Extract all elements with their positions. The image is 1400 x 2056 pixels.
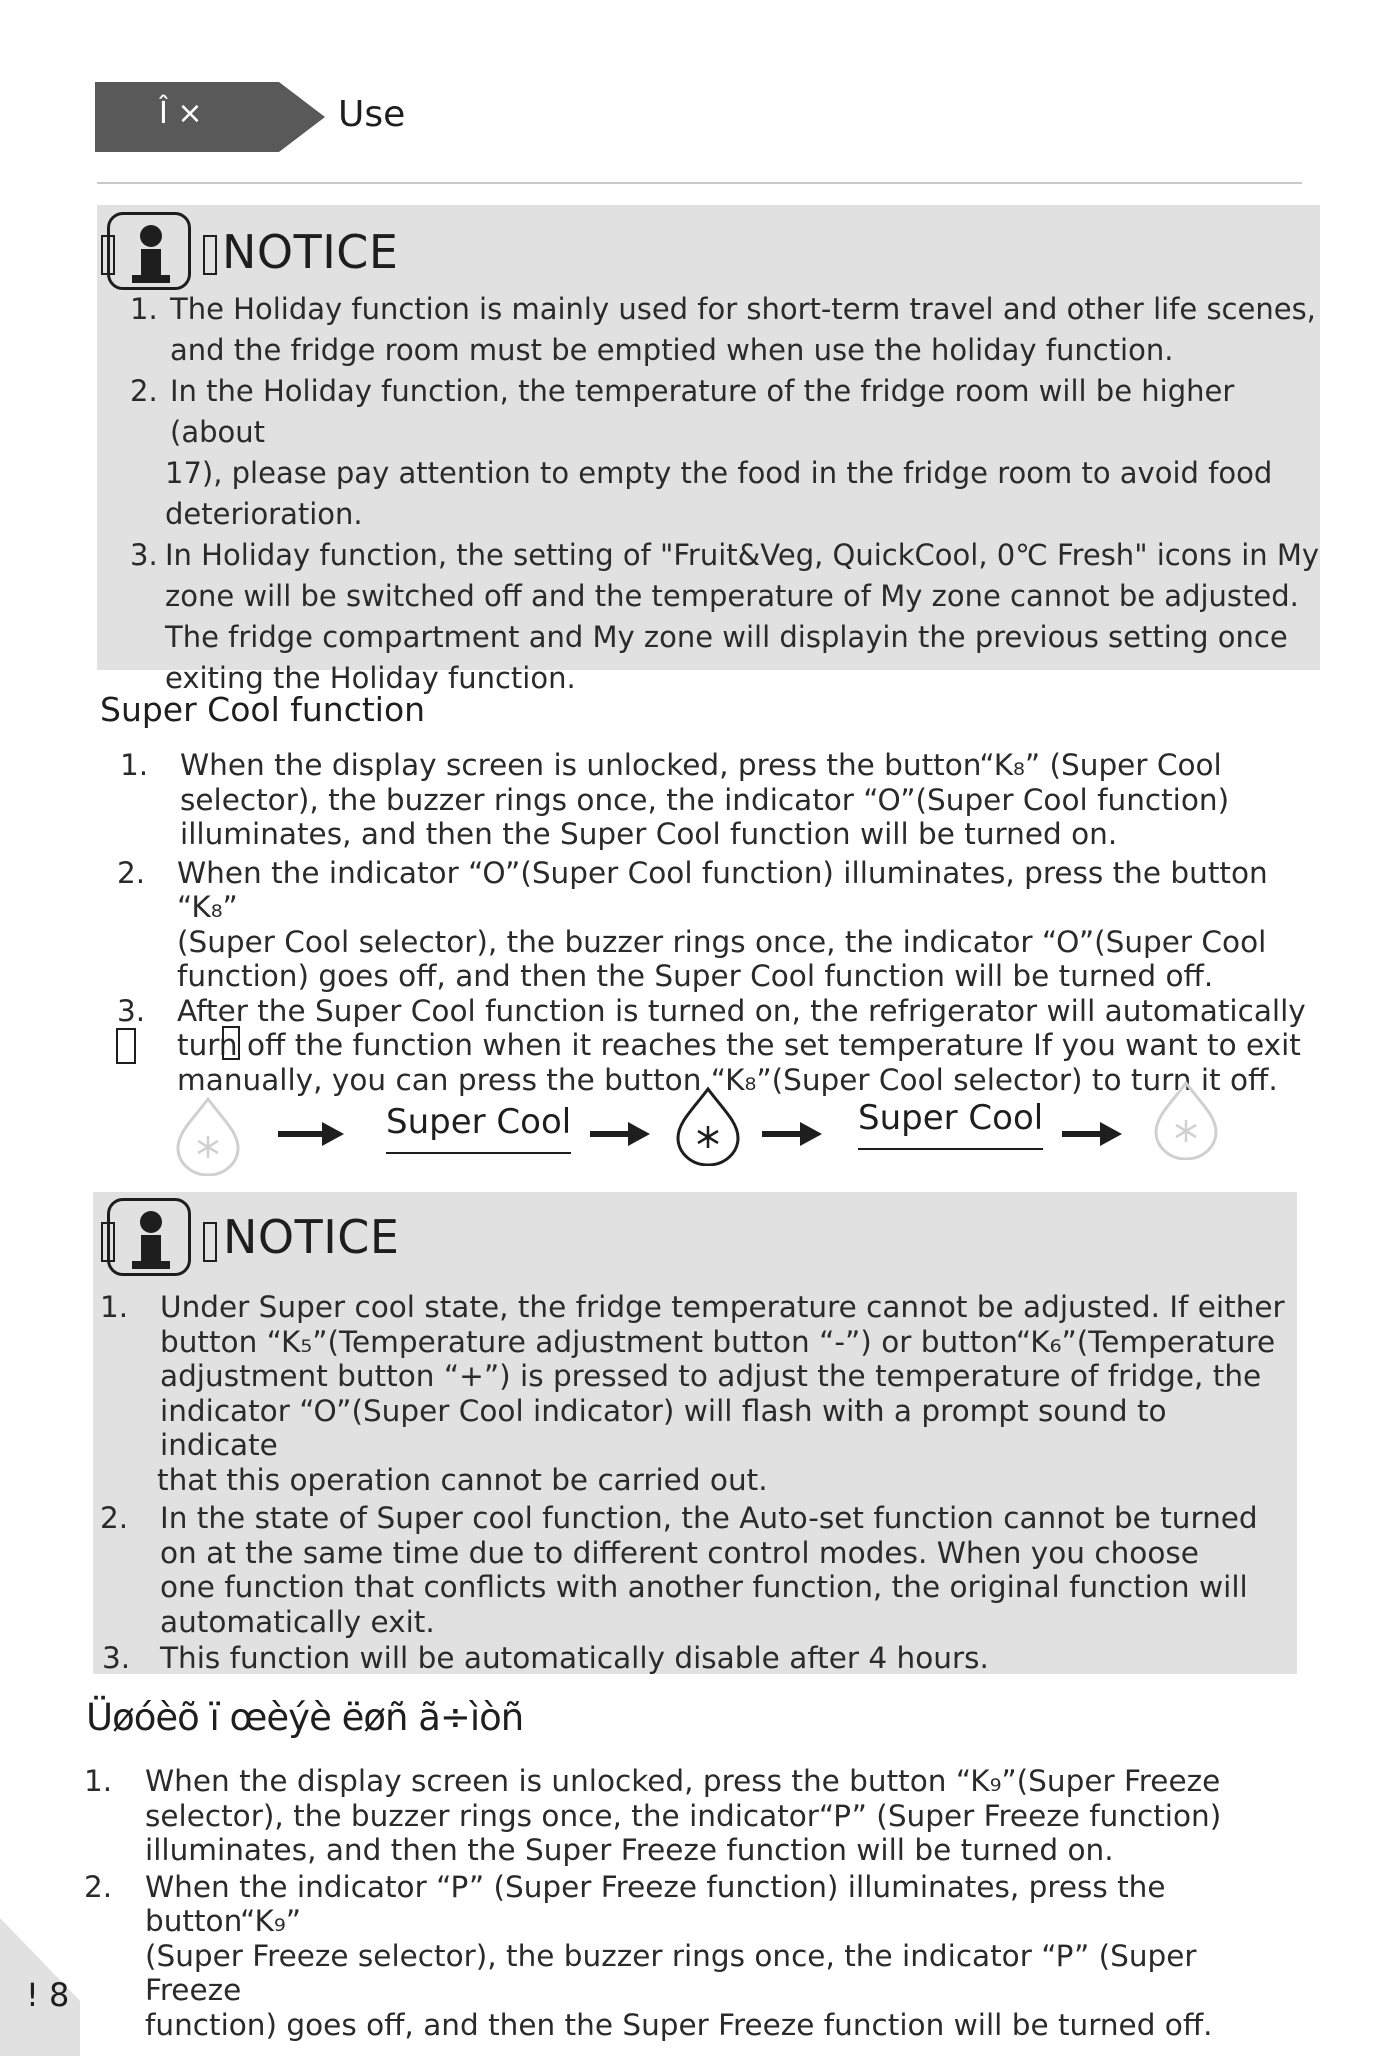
snowflake-drop-off-icon xyxy=(174,1096,242,1176)
list-item: 1. When the display screen is unlocked, press the button“K₈” (Super Cool selector), the buzzer rings once, the indicator “O”(Super Cool function) illuminates, and then the Super Cool function will be turned on. xyxy=(120,748,1230,851)
chapter-tab-shape xyxy=(95,82,325,152)
flow-label-super-cool: Super Cool xyxy=(386,1102,571,1154)
section-title-super-freeze: Üøóèõ ï œèýè ëøñ ã÷ìòñ xyxy=(86,1696,524,1739)
notice-list xyxy=(130,289,1320,699)
placeholder-glyph xyxy=(222,1026,240,1060)
list-item: 1. The Holiday function is mainly used for short-term travel and other life scenes, and the fridge room must be emptied when use the holiday function. xyxy=(130,292,1316,367)
list-item: 3. After the Super Cool function is turned on, the refrigerator will automatically turn off the function when it reaches the set temperature If you want to exit manually, you can press the button “K₈”(Super Cool selector) to turn it off. xyxy=(117,993,1306,1097)
page-title: Use xyxy=(338,94,406,135)
list-item: 2. When the indicator “O”(Super Cool function) illuminates, press the button “K₈” (Super Cool selector), the buzzer rings once, the indicator “O”(Super Cool function) goes off, and then the Super Cool function will be turned off. xyxy=(117,855,1268,993)
snowflake-drop-off-icon xyxy=(1152,1080,1220,1160)
list-item: 1. When the display screen is unlocked, press the button “K₉”(Super Freeze selector), the buzzer rings once, the indicator“P” (Super Freeze function) illuminates, and then the Super Freeze function will be turned on. xyxy=(84,1764,1222,1867)
page-number: ! 8 xyxy=(26,1976,70,2014)
flow-arrow xyxy=(590,1131,644,1137)
list-item: 3. This function will be automatically disable after 4 hours. xyxy=(102,1641,989,1675)
notice-list xyxy=(100,1290,1290,1676)
notice-bracket-right xyxy=(203,1222,217,1262)
super-cool-flow-diagram xyxy=(170,1078,1230,1188)
chapter-tab xyxy=(95,82,325,152)
header-divider xyxy=(97,182,1302,184)
info-icon xyxy=(107,212,191,290)
list-item: 1. Under Super cool state, the fridge temperature cannot be adjusted. If either button “K₅”(Temperature adjustment button “-”) or button“K₆”(Temperature adjustment button “+”) is pressed to adjust the temperature of fridge, the indicator “O”(Super Cool indicator) will flash with a prompt sound to indicate that this operation cannot be carried out. xyxy=(100,1290,1285,1497)
super-freeze-steps xyxy=(84,1764,1295,2042)
flow-label-super-cool: Super Cool xyxy=(858,1098,1043,1150)
chapter-glyph: Î × xyxy=(159,96,203,131)
flow-arrow xyxy=(278,1131,338,1137)
snowflake-drop-on-icon xyxy=(674,1086,742,1166)
list-item: 2. In the Holiday function, the temperature of the fridge room will be higher (about 17), please pay attention to empty the food in the fridge room to avoid food deterioration. xyxy=(130,374,1273,531)
list-item: 2. When the indicator “P” (Super Freeze function) illuminates, press the button“K₉” (Super Freeze selector), the buzzer rings once, the indicator “P” (Super Freeze function) goes off, and then the Super Freeze function will be turned off. xyxy=(84,1869,1213,2042)
section-title-super-cool: Super Cool function xyxy=(100,690,426,729)
flow-arrow xyxy=(1062,1131,1116,1137)
notice-title: NOTICE xyxy=(223,1210,400,1264)
flow-arrow xyxy=(762,1131,816,1137)
placeholder-glyph xyxy=(116,1028,136,1064)
notice-bracket-right xyxy=(203,235,217,275)
notice-box-holiday xyxy=(97,205,1320,695)
notice-title: NOTICE xyxy=(222,225,399,279)
notice-box-super-cool xyxy=(93,1192,1297,1674)
super-cool-steps xyxy=(117,748,1320,1097)
info-icon xyxy=(107,1198,191,1276)
list-item: 3. In Holiday function, the setting of "Fruit&Veg, QuickCool, 0℃ Fresh" icons in My zone will be switched off and the temperature of My zone cannot be adjusted. The fridge compartment and My zone will displayin the previous setting once exiting the Holiday function. xyxy=(130,538,1320,695)
list-item: 2. In the state of Super cool function, the Auto-set function cannot be turned on at the same time due to different control modes. When you choose one function that conflicts with another function, the original function will automatically exit. xyxy=(100,1501,1258,1639)
